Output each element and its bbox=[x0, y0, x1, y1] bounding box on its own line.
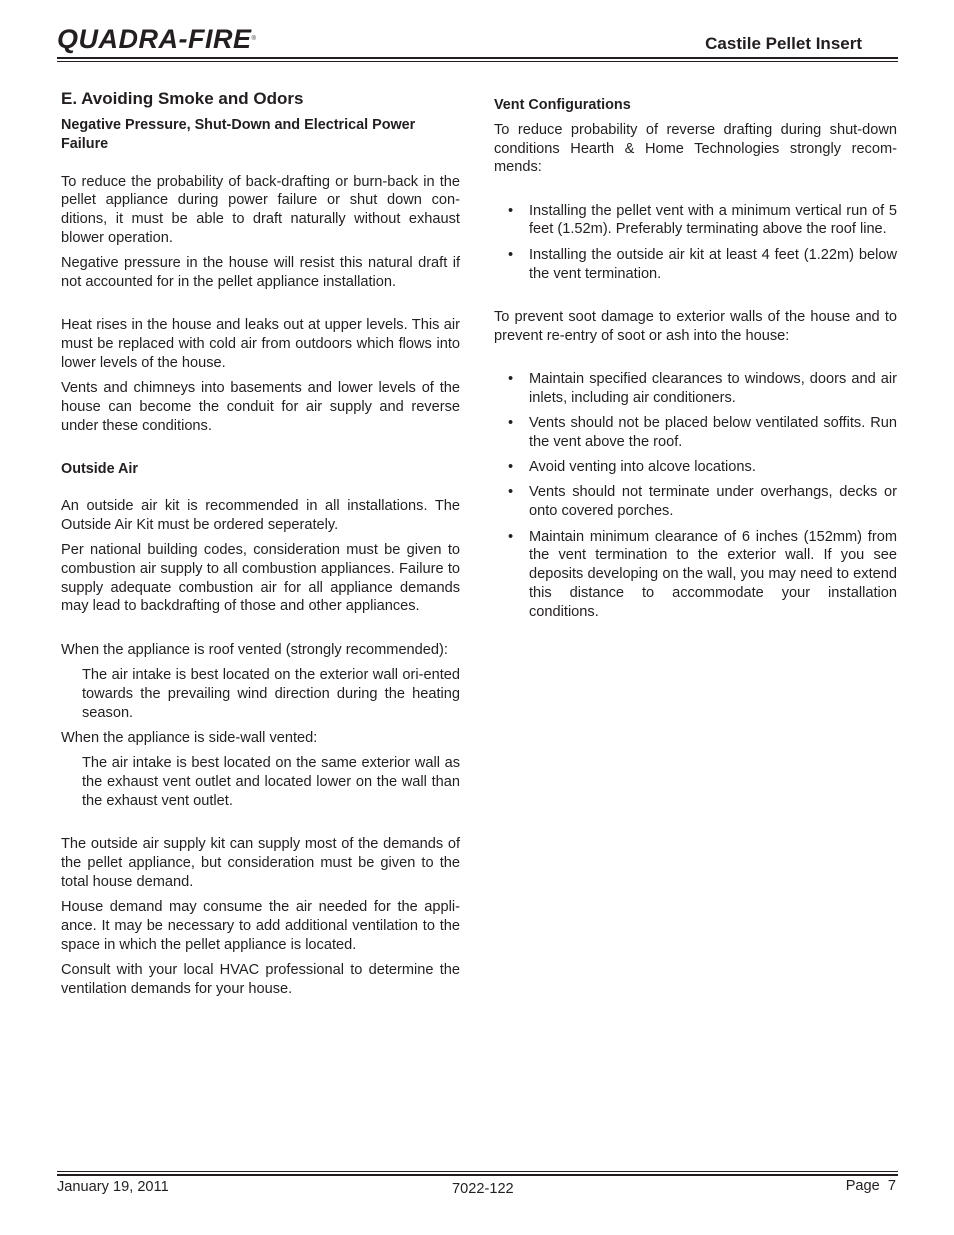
subheading-negative-pressure: Negative Pressure, Shut-Down and Electrical Power Failure bbox=[61, 117, 416, 152]
bullet-icon: • bbox=[508, 246, 514, 263]
paragraph: To reduce probability of reverse drafting during shut-down conditions Hearth & Home Technologies strongly recom-mends: bbox=[494, 121, 897, 176]
bullet-icon: • bbox=[508, 459, 514, 476]
indented-paragraph: The air intake is best located on the same exterior wall as the exhaust vent outlet and located lower on the wall than the exhaust vent outlet. bbox=[82, 755, 460, 809]
paragraph: The outside air supply kit can supply most of the demands of the pellet appliance, but consideration must be given to the total house demand. bbox=[61, 836, 460, 890]
paragraph: To prevent soot damage to exterior walls of the house and to prevent re-entry of soot or ash into the house: bbox=[494, 308, 897, 344]
header-rule-thin bbox=[57, 61, 898, 62]
paragraph: Vents and chimneys into basements and lower levels of the house can become the conduit for air supply and reverse under these conditions. bbox=[61, 380, 460, 434]
bullet-icon: • bbox=[508, 528, 514, 545]
bullet-icon: • bbox=[508, 370, 514, 387]
paragraph: House demand may consume the air needed for the appli-ance. It may be necessary to add additional ventilation to the space in which the pellet appliance is located. bbox=[61, 899, 460, 953]
outside-air-heading: Outside Air bbox=[61, 461, 139, 478]
footer-rule-thin bbox=[57, 1171, 898, 1172]
footer-rule bbox=[57, 1174, 898, 1176]
list-item: • Maintain specified clearances to windows, doors and air inlets, including air conditioners. bbox=[508, 370, 897, 406]
paragraph: Per national building codes, consideration must be given to combustion air supply to all combustion appliances. Failure to supply adequate combustion air for all appliance demands may lead to backdrafting of those and other appliances. bbox=[61, 542, 460, 615]
list-item: • Installing the outside air kit at least 4 feet (1.22m) below the vent termination. bbox=[508, 246, 897, 282]
footer-doc-number: 7022-122 bbox=[452, 1181, 514, 1197]
left-column bbox=[61, 88, 460, 1005]
list-item: • Vents should not terminate under overhangs, decks or onto covered porches. bbox=[508, 484, 897, 520]
soot-list bbox=[494, 370, 897, 622]
bullet-icon: • bbox=[508, 484, 514, 501]
quadra-fire-logo: QUADRA-FIRE® bbox=[57, 24, 257, 54]
vent-configurations-heading: Vent Configurations bbox=[494, 97, 631, 113]
paragraph: Negative pressure in the house will resist this natural draft if not accounted for in the pellet appliance installation. bbox=[61, 255, 460, 291]
list-item: • Avoid venting into alcove locations. bbox=[508, 459, 756, 476]
paragraph: When the appliance is side-wall vented: bbox=[61, 729, 318, 746]
bullet-icon: • bbox=[508, 415, 514, 432]
indented-paragraph: The air intake is best located on the exterior wall ori-ented towards the prevailing wind direction during the heating season. bbox=[82, 667, 460, 721]
header-rule bbox=[57, 57, 898, 59]
list-item: • Maintain minimum clearance of 6 inches (152mm) from the vent termination to the exterior wall. If you see deposits developing on the wall, you may need to extend this distance to accommodate your installation conditions. bbox=[508, 528, 897, 620]
paragraph: Consult with your local HVAC professional to determine the ventilation demands for your house. bbox=[61, 961, 460, 997]
list-item: • Installing the pellet vent with a minimum vertical run of 5 feet (1.52m). Preferably terminating above the roof line. bbox=[508, 202, 897, 238]
document-title: Castile Pellet Insert bbox=[705, 34, 862, 53]
footer-page-number: Page 7 bbox=[845, 1178, 896, 1194]
vent-list bbox=[494, 202, 897, 284]
right-column bbox=[494, 96, 897, 628]
paragraph: Heat rises in the house and leaks out at upper levels. This air must be replaced with cold air from outdoors which flows into lower levels of the house. bbox=[61, 317, 460, 371]
paragraph: To reduce the probability of back-drafting or burn-back in the pellet appliance during power failure or shut down con-ditions, it must be able to draft naturally without exhaust blower operation. bbox=[61, 173, 460, 246]
bullet-icon: • bbox=[508, 202, 514, 219]
section-title: E. Avoiding Smoke and Odors bbox=[61, 89, 304, 108]
paragraph: When the appliance is roof vented (strongly recommended): bbox=[61, 641, 448, 658]
paragraph: An outside air kit is recommended in all installations. The Outside Air Kit must be ordered seperately. bbox=[61, 497, 460, 533]
footer-date: January 19, 2011 bbox=[57, 1179, 169, 1195]
page-header bbox=[57, 22, 898, 62]
list-item: • Vents should not be placed below ventilated soffits. Run the vent above the roof. bbox=[508, 415, 897, 450]
